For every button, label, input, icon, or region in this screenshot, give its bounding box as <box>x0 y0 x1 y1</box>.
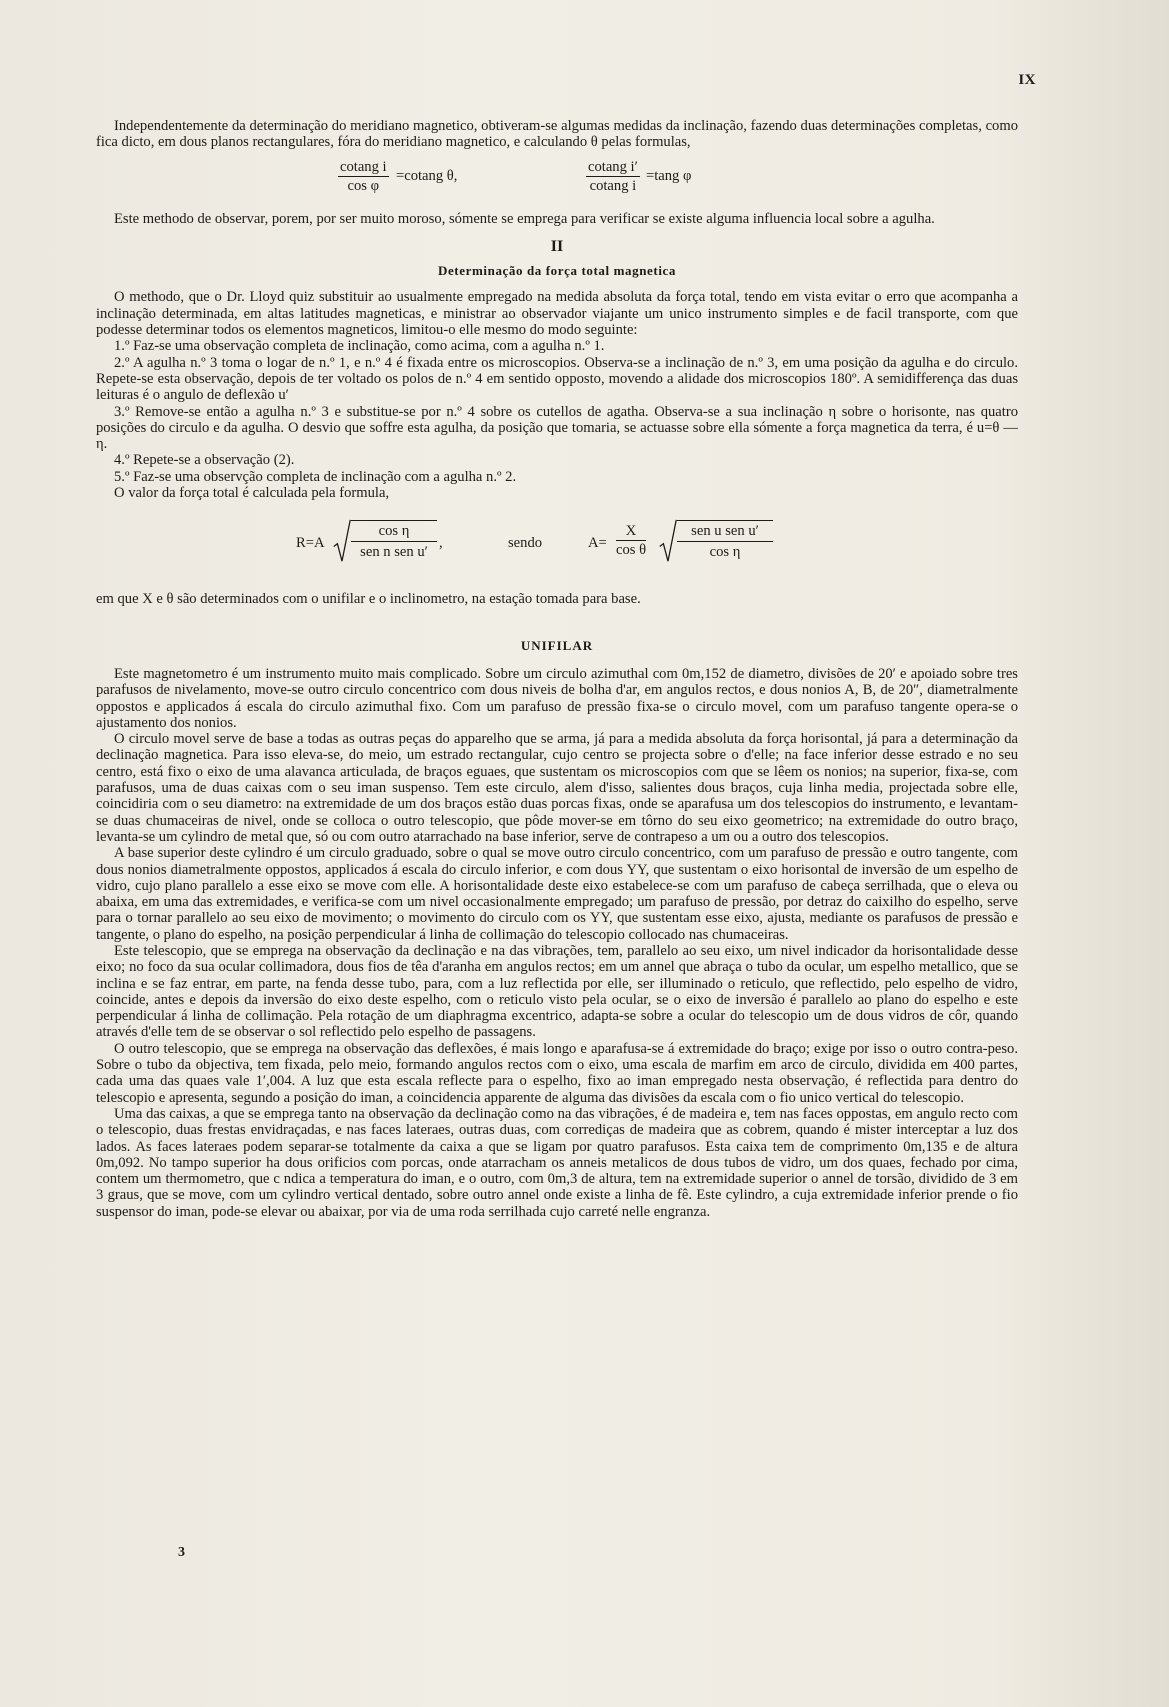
paragraph-unifilar-1: Este magnetometro é um instrumento muito mais complicado. Sobre um circulo azimuthal com 0m,152 de diametro, divisões de 20′ e apoiado sobre tres parafusos de nivelamento, move-se outro circulo concentrico com dous niveis de bolha d'ar, em angulos rectos, e dous nonios A, B, de 20″, diametralmente oppostos e applicados á escala do circulo azimuthal fixo. Com um parafuso de pressão fixa-se o circulo movel, com um parafuso tangente opera-se o ajustamento dos nonios. <box>96 665 1018 731</box>
formula-r-lhs: R=A <box>296 535 325 552</box>
page-body <box>96 118 1018 1220</box>
fraction-1 <box>338 159 389 195</box>
printer-signature: 3 <box>178 1545 185 1560</box>
paragraph-unifilar-4: Este telescopio, que se emprega na observação da declinação e na das vibrações, tem, parallelo ao seu eixo, um nivel indicador da horisontalidade desse eixo; no foco da sua ocular collimadora, dous fios de têa d'aranha em angulos rectos; em um annel que abraça o tubo da ocular, um espelho metallico, que se inclina e se faz entrar, em parte, na fenda desse tubo, para, com a luz reflectida por elle, ser illuminado o reticulo, que reflectido, pelo espelho de vidro, coincide, antes e depois da inversão do eixo deste espelho, com o reticulo visto pela ocular, se o eixo de inversão é parallelo ao plano do espelho e este perpendicular á linha de collimação. Pela rotação de um diaphragma excentrico, adapta-se sobre a ocular do telescopio um de dous vidros de côr, quando através d'elle tem de se observar o sol reflectido pelo espelho de passagens. <box>96 942 1018 1041</box>
radical-a-denominator: cos η <box>709 544 741 561</box>
radical-a-numerator: sen u sen u′ <box>677 521 773 542</box>
paragraph-formula-note: em que X e θ são determinados com o unifilar e o inclinometro, na estação tomada para base. <box>96 591 641 608</box>
fraction-2-rhs: =tang φ <box>646 167 692 184</box>
paragraph-unifilar-6: Uma das caixas, a que se emprega tanto na observação da declinação como na das vibrações, é de madeira e, tem nas faces oppostas, em angulo recto com o telescopio, duas frestas envidraçadas, e nas faces lateraes, outras duas, com corrediças de madeira que as cobrem, quando é mister interceptar a luz dos lados. As faces lateraes podem separar-se totalmente da caixa a que se ligam por quatro parafusos. Esta caixa tem de comprimento 0m,135 e de altura 0m,092. No tampo superior ha dous orificios com porcas, onde atarracham os anneis metalicos de dous tubos de vidro, um dos quaes, fechado por cima, contem um thermometro, que c ndica a temperatura do iman, e o outro, com 0m,3 de altura, tem na extremidade superior o annel de torsão, dividido de 3 em 3 graus, que se move, com um cylindro vertical dentado, sobre outro annel onde existe a linha de fê. Este cylindro, a cuja extremidade inferior prende o fio suspensor do iman, pode-se elevar ou abaixar, por via de uma roda serrilhada cujo carreté nelle engranza. <box>96 1105 1018 1220</box>
section-number: II <box>550 237 564 255</box>
fraction-a-numerator: X <box>616 523 646 541</box>
formula-cotang <box>96 159 1018 205</box>
fraction-1-denominator: cos φ <box>347 177 380 194</box>
radical-r-denominator: sen n sen u′ <box>360 544 428 561</box>
section-title: Determinação da força total magnetica <box>437 263 677 279</box>
paragraph-inclination-intro: Independentemente da determinação do meridiano magnetico, obtiveram-se algumas medidas da inclinação, fazendo duas determinações completas, como fica dicto, em dous planos rectangulares, fóra do meridiano magnetico, e calculando θ pelas formulas, <box>96 118 1018 151</box>
step-4: 4.º Repete-se a observação (2). <box>114 452 295 469</box>
step-2: 2.º A agulha n.º 3 toma o logar de n.º 1, e n.º 4 é fixada entre os microscopios. Observa-se a inclinação de n.º 3, em uma posição da agulha e do circulo. Repete-se esta observação, depois de ter voltado os polos de n.º 4 em sentido opposto, movendo a alidade dos microscopios 180º. A semidifferença das duas leituras é o angulo de deflexão u′ <box>96 354 1018 404</box>
fraction-a-denominator: cos θ <box>616 542 647 559</box>
fraction-a <box>616 523 646 559</box>
formula-a-lhs: A= <box>588 535 607 552</box>
folio-number: IX <box>1018 72 1036 88</box>
unifilar-heading: UNIFILAR <box>520 637 594 653</box>
paragraph-unifilar-5: O outro telescopio, que se emprega na observação das deflexões, é mais longo e aparafusa-se á extremidade do braço; exige por isso o outro contra-peso. Sobre o tubo da objectiva, tem fixada, pelo meio, formando angulos rectos com o eixo, uma escala de marfim em arco de circulo, dividida em 400 partes, cada uma das quaes vale 1′,004. A luz que esta escala reflecte para o espelho, fixo ao iman empregado nesta observação, é reflectida para dentro do telescopio e apresenta, segundo a posição do iman, a coincidencia apparente de alguma das divisões da escala com o fio unico vertical do telescopio. <box>96 1040 1018 1106</box>
fraction-1-rhs: =cotang θ, <box>396 167 458 184</box>
paragraph-unifilar-2: O circulo movel serve de base a todas as outras peças do apparelho que se arma, já para a medida absoluta da força horisontal, já para a determinação da declinação magnetica. Para isso eleva-se, do meio, um estrado rectangular, cujo centro se projecta sobre o d'elle; na face inferior desse estrado e no seu centro, está fixo o eixo de uma alavanca articulada, de braços eguaes, que sustentam os microscopios com que se lêem os nonios; na superior, fixa-se, com parafusos, uma de duas caixas com o seu iman suspenso. Tem este circulo, alem d'isso, salientes dous braços, cuja linha media, projectada sobre elle, coincidiria com o seu diametro: na extremidade de um dos braços estão duas porcas fixas, onde se aparafusa um dos telescopios do instrumento, e levantam-se duas chumaceiras de nivel, onde se colloca o outro telescopio, que pôde mover-se em tôrno do seu eixo geometrico; na extremidade do outro braço, levanta-se um cylindro de metal que, só ou com outro atarrachado na base inferior, serve de contrapeso a um ou a outro dos telescopios. <box>96 731 1018 845</box>
formula-sendo: sendo <box>508 535 543 552</box>
formula-total-force <box>96 515 1018 579</box>
step-1: 1.º Faz-se uma observação completa de inclinação, como acima, com a agulha n.º 1. <box>114 338 605 355</box>
paragraph-lloyd-method: O methodo, que o Dr. Lloyd quiz substituir ao usualmente empregado na medida absoluta da força total, tendo em vista evitar o erro que acompanha a inclinação determinada, em altas latitudes magneticas, e ministrar ao observador viajante um unico instrumento simples e de facil transporte, com que podesse determinar todos os elementos magneticos, limitou-o elle mesmo do modo seguinte: <box>96 289 1018 339</box>
radical-r <box>351 520 437 562</box>
radical-r-numerator: cos η <box>351 521 437 542</box>
paragraph-method-note: Este methodo de observar, porem, por ser muito moroso, sómente se emprega para verificar se existe alguma influencia local sobre a agulha. <box>114 210 935 227</box>
paragraph-formula-intro: O valor da força total é calculada pela formula, <box>114 485 390 502</box>
step-3: 3.º Remove-se então a agulha n.º 3 e substitue-se por n.º 4 sobre os cutellos de agatha. Observa-se a sua inclinação η sobre o horisonte, nas quatro posições do circulo e da agulha. O desvio que soffre esta agulha, da posição que tomaria, se actuasse sobre ella sómente a força magnetica da terra, é u=θ —η. <box>96 403 1018 453</box>
fraction-1-numerator: cotang i <box>340 158 387 175</box>
paragraph-unifilar-3: A base superior deste cylindro é um circulo graduado, sobre o qual se move outro circulo concentrico, com um parafuso de pressão e outro tangente, com dous nonios diametralmente oppostos, applicados á escala do circulo inferior, e com dous YY, que sustentam o eixo horisontal de inversão de um espelho de vidro, cujo plano parallelo a esse eixo se move com elle. A horisontalidade deste eixo estabelece-se com um parafuso de cabeça serrilhada, que o eleva ou abaixa, em uma das extremidades, e verifica-se com um nivel occasionalmente empregado; um parafuso de pressão, por detraz do caixilho do espelho, serve para o tornar parallelo ao seu eixo de movimento; o movimento do circulo com os YY, que sustentam esse eixo, ajusta, mediante os parafusos de pressão e tangente, o plano do espelho, na posição perpendicular á linha de collimação do telescopio collocado nas chumaceiras. <box>96 845 1018 943</box>
radical-sign-r <box>332 519 352 563</box>
fraction-2-numerator: cotang i′ <box>588 158 638 175</box>
fraction-2-denominator: cotang i <box>589 177 637 194</box>
radical-a <box>677 520 773 562</box>
formula-separator: , <box>439 535 443 552</box>
fraction-2 <box>586 159 640 195</box>
step-5: 5.º Faz-se uma observção completa de inclinação com a agulha n.º 2. <box>114 468 517 485</box>
radical-sign-a <box>658 519 678 563</box>
